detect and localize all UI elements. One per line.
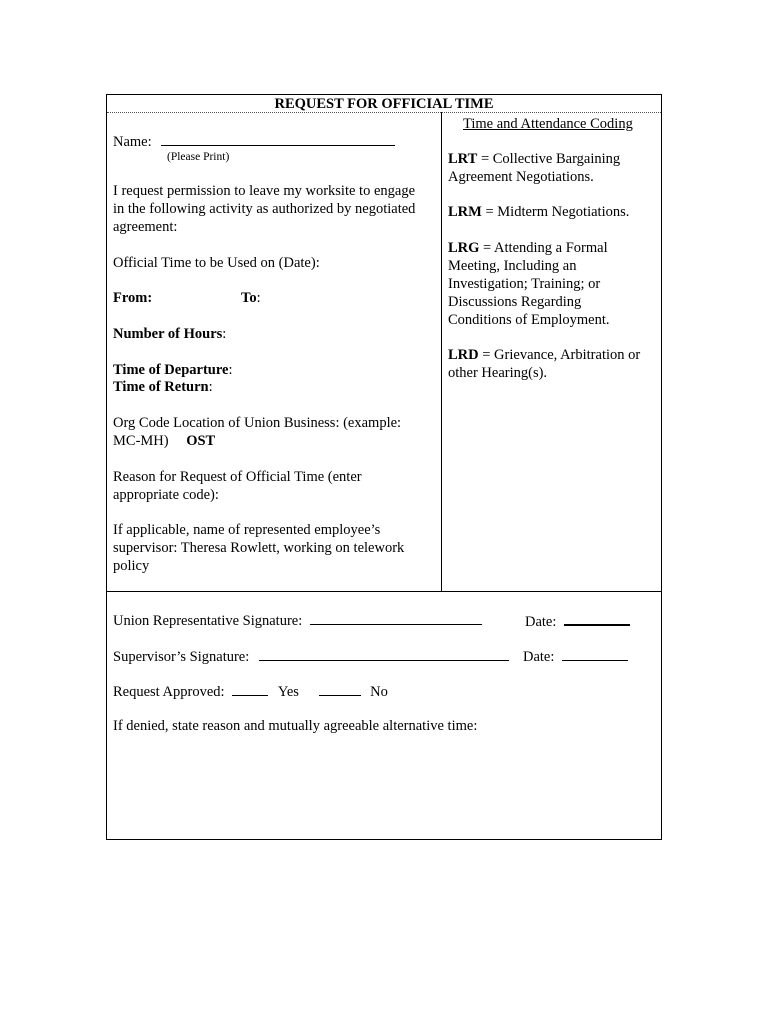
lrm-line bbox=[448, 203, 629, 221]
supervisor-signature-row bbox=[113, 647, 509, 666]
request-text-line1: I request permission to leave my worksite to engage bbox=[113, 183, 416, 199]
denied-reason-label: If denied, state reason and mutually agreeable alternative time: bbox=[113, 718, 478, 734]
return-label: Time of Return bbox=[113, 379, 209, 395]
reason-line1: Reason for Request of Official Time (enter bbox=[113, 469, 362, 485]
please-print-note: (Please Print) bbox=[167, 151, 230, 163]
union-date-field[interactable] bbox=[564, 611, 630, 626]
name-field[interactable] bbox=[161, 132, 395, 146]
to-field-label bbox=[241, 289, 261, 307]
union-date-row bbox=[525, 611, 630, 631]
union-signature-field[interactable] bbox=[310, 611, 482, 625]
lrd-code: LRD bbox=[448, 347, 479, 363]
lrg-text: = Attending a Formal bbox=[479, 240, 608, 256]
supervisor-line3: policy bbox=[113, 558, 150, 574]
departure-field-label bbox=[113, 361, 232, 379]
lrt-code: LRT bbox=[448, 151, 478, 167]
hours-field-label bbox=[113, 325, 226, 343]
request-text-line2: in the following activity as authorized by negotiated bbox=[113, 201, 416, 217]
return-field-label bbox=[113, 378, 213, 396]
coding-header: Time and Attendance Coding bbox=[463, 116, 633, 132]
no-label: No bbox=[370, 684, 388, 700]
title-rule bbox=[107, 112, 661, 113]
departure-label: Time of Departure bbox=[113, 362, 229, 378]
lrm-code: LRM bbox=[448, 204, 482, 220]
departure-colon: : bbox=[228, 362, 233, 378]
approved-label: Request Approved: bbox=[113, 684, 225, 700]
from-label: From: bbox=[113, 290, 153, 306]
name-label: Name: bbox=[113, 134, 152, 150]
lrt-text: = Collective Bargaining bbox=[477, 151, 621, 167]
supervisor-date-field[interactable] bbox=[562, 647, 628, 661]
approved-yes-field[interactable] bbox=[232, 682, 268, 696]
lrd-text: = Grievance, Arbitration or bbox=[478, 347, 641, 363]
lrg-line1 bbox=[448, 239, 608, 257]
lrg-line3: Investigation; Training; or bbox=[448, 276, 601, 292]
lrt-line2: Agreement Negotiations. bbox=[448, 169, 594, 185]
union-signature-label: Union Representative Signature: bbox=[113, 613, 303, 629]
approved-no-field[interactable] bbox=[319, 682, 361, 696]
to-colon: : bbox=[256, 290, 261, 306]
reason-line2: appropriate code): bbox=[113, 487, 219, 503]
supervisor-line2: supervisor: Theresa Rowlett, working on telework bbox=[113, 540, 405, 556]
hours-colon: : bbox=[222, 326, 227, 342]
org-code-example: MC-MH) bbox=[113, 433, 169, 449]
denied-reason-area[interactable] bbox=[113, 739, 653, 831]
union-date-label: Date: bbox=[525, 614, 557, 630]
supervisor-signature-label: Supervisor’s Signature: bbox=[113, 649, 250, 665]
yes-label: Yes bbox=[277, 684, 299, 700]
org-code-line1: Org Code Location of Union Business: (example: bbox=[113, 415, 402, 431]
official-time-request-form bbox=[106, 94, 662, 840]
lrg-line4: Discussions Regarding bbox=[448, 294, 582, 310]
lrt-line1 bbox=[448, 150, 620, 168]
name-row bbox=[113, 132, 395, 151]
to-label: To bbox=[241, 290, 257, 306]
org-code-line2 bbox=[113, 432, 215, 450]
lrd-line1 bbox=[448, 346, 640, 364]
return-colon: : bbox=[208, 379, 213, 395]
request-text-line3: agreement: bbox=[113, 219, 178, 235]
supervisor-date-row bbox=[523, 647, 628, 666]
section-divider bbox=[107, 591, 661, 592]
supervisor-signature-field[interactable] bbox=[259, 647, 509, 661]
approval-row bbox=[113, 682, 388, 701]
supervisor-line1: If applicable, name of represented employee’s bbox=[113, 522, 381, 538]
column-divider bbox=[441, 112, 442, 591]
form-title: REQUEST FOR OFFICIAL TIME bbox=[274, 96, 494, 112]
union-signature-row bbox=[113, 611, 482, 630]
lrg-line5: Conditions of Employment. bbox=[448, 312, 610, 328]
hours-label: Number of Hours bbox=[113, 326, 223, 342]
org-code-value: OST bbox=[186, 433, 216, 449]
supervisor-date-label: Date: bbox=[523, 649, 555, 665]
lrm-text: = Midterm Negotiations. bbox=[481, 204, 630, 220]
lrg-line2: Meeting, Including an bbox=[448, 258, 577, 274]
lrg-code: LRG bbox=[448, 240, 480, 256]
lrd-line2: other Hearing(s). bbox=[448, 365, 548, 381]
official-time-date-label: Official Time to be Used on (Date): bbox=[113, 255, 320, 271]
